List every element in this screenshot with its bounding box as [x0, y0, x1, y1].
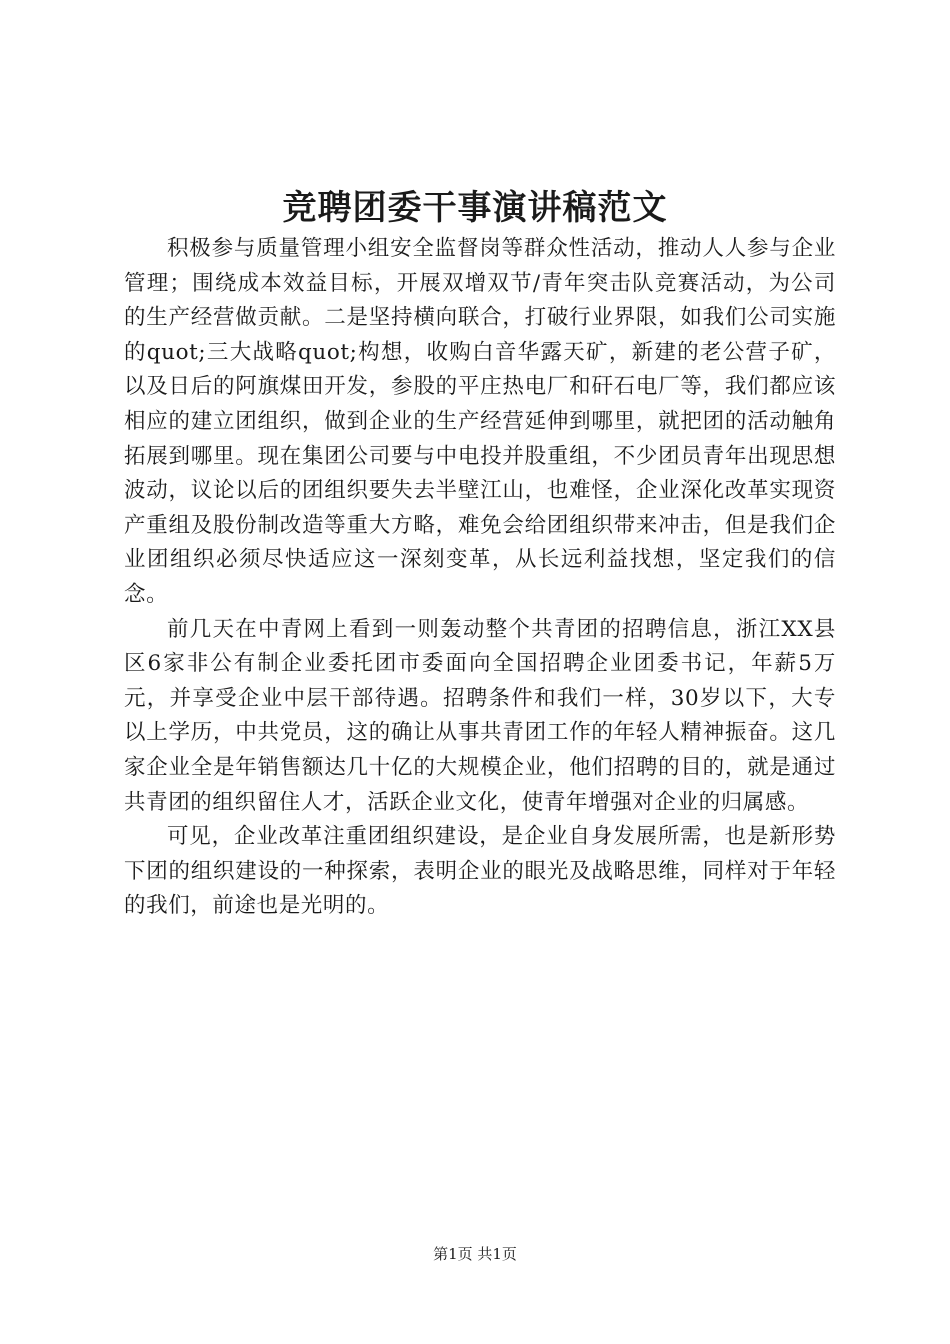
document-body [124, 232, 836, 924]
paragraph-2: 前几天在中青网上看到一则轰动整个共青团的招聘信息，浙江XX县区6家非公有制企业委托团市委面向全国招聘企业团委书记，年薪5万元，并享受企业中层干部待遇。招聘条件和我们一样，30岁以下，大专以上学历，中共党员，这的确让从事共青团工作的年轻人精神振奋。这几家企业全是年销售额达几十亿的大规模企业，他们招聘的目的，就是通过共青团的组织留住人才，活跃企业文化，使青年增强对企业的归属感。 [124, 616, 836, 815]
paragraph-3: 可见，企业改革注重团组织建设，是企业自身发展所需，也是新形势下团的组织建设的一种探索，表明企业的眼光及战略思维，同样对于年轻的我们，前途也是光明的。 [124, 824, 836, 919]
document-title: 竞聘团委干事演讲稿范文 [282, 188, 668, 228]
paragraph-1: 积极参与质量管理小组安全监督岗等群众性活动，推动人人参与企业管理；围绕成本效益目标，开展双增双节/青年突击队竞赛活动，为公司的生产经营做贡献。二是坚持横向联合，打破行业界限，如我们公司实施的quot;三大战略quot;构想，收购白音华露天矿，新建的老公营子矿，以及日后的阿旗煤田开发，参股的平庄热电厂和矸石电厂等，我们都应该相应的建立团组织，做到企业的生产经营延伸到哪里，就把团的活动触角拓展到哪里。现在集团公司要与中电投并股重组，不少团员青年出现思想波动，议论以后的团组织要失去半壁江山，也难怪，企业深化改革实现资产重组及股份制改造等重大方略，难免会给团组织带来冲击，但是我们企业团组织必须尽快适应这一深刻变革，从长远利益找想，坚定我们的信念。 [124, 236, 836, 607]
page-footer: 第1页 共1页 [433, 1245, 517, 1263]
